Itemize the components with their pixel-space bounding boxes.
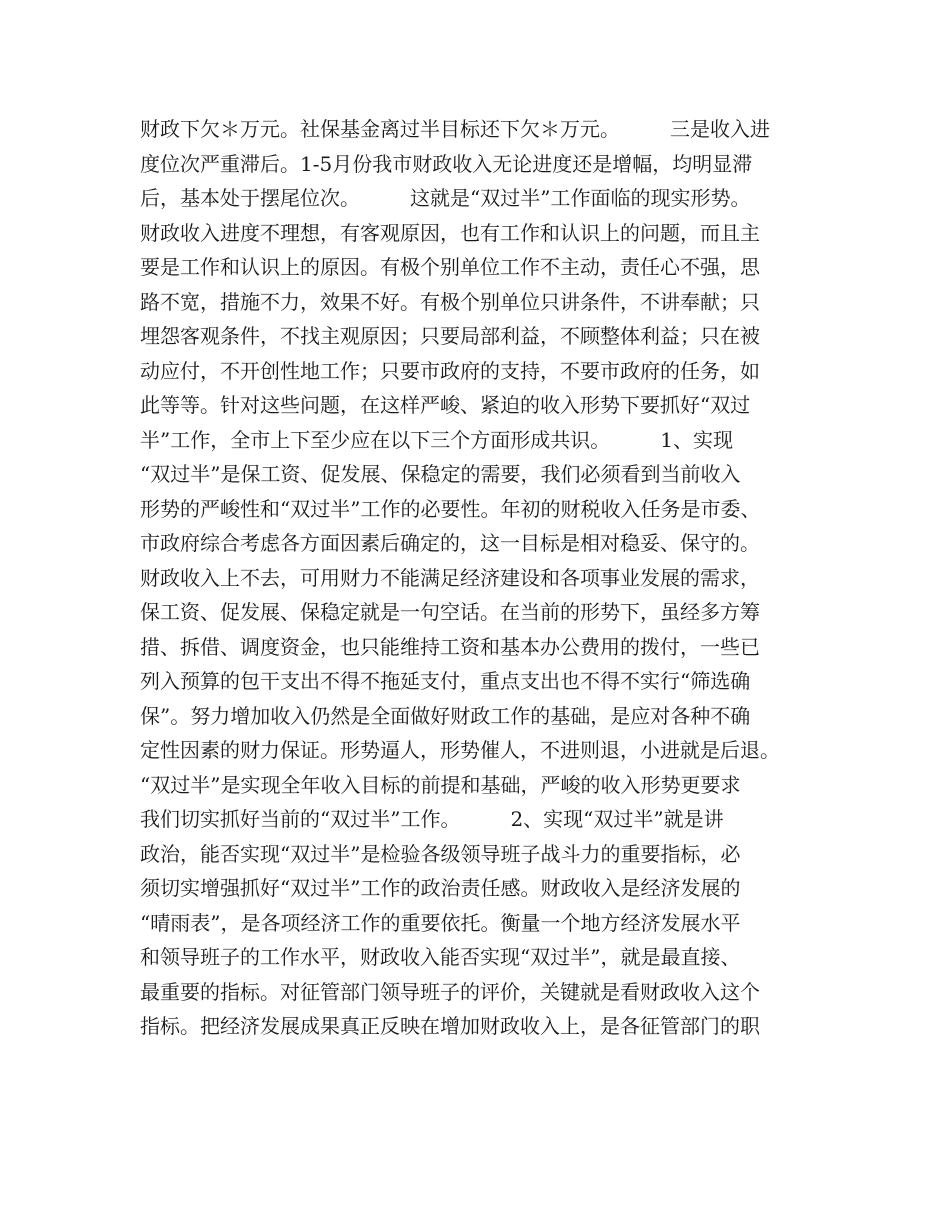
text-line: 保”。努力增加收入仍然是全面做好财政工作的基础，是应对各种不确 [140,703,751,728]
text-line: 半”工作，全市上下至少应在以下三个方面形成共识。 1、实现 [140,427,733,452]
text-line: “晴雨表”，是各项经济工作的重要依托。衡量一个地方经济发展水平 [140,910,741,935]
text-line: 财政下欠＊万元。社保基金离过半目标还下欠＊万元。 三是收入进 [140,117,770,141]
text-line: 动应付，不开创性地工作；只要市政府的支持，不要市政府的任务，如 [140,358,760,383]
text-line: “双过半”是保工资、促发展、保稳定的需要，我们必须看到当前收入 [140,462,741,486]
text-line: 须切实增强抓好“双过半”工作的政治责任感。财政收入是经济发展的 [140,876,741,900]
text-line: 形势的严峻性和“双过半”工作的必要性。年初的财税收入任务是市委、 [140,496,761,521]
text-line: 此等等。针对这些问题，在这样严峻、紧迫的收入形势下要抓好“双过 [140,393,751,417]
text-line: 和领导班子的工作水平，财政收入能否实现“双过半”，就是最直接、 [140,945,741,969]
text-line: 财政收入上不去，可用财力不能满足经济建设和各项事业发展的需求， [140,565,760,590]
text-line: 市政府综合考虑各方面因素后确定的，这一目标是相对稳妥、保守的。 [140,531,760,555]
text-line: 度位次严重滞后。1-5月份我市财政收入无论进度还是增幅，均明显滞 [140,151,753,176]
text-line: 埋怨客观条件，不找主观原因；只要局部利益，不顾整体利益；只在被 [140,324,760,348]
text-line: 措、拆借、调度资金，也只能维持工资和基本办公费用的拨付，一些已 [140,634,760,659]
text-line: 列入预算的包干支出不得不拖延支付，重点支出也不得不实行“筛选确 [140,669,751,693]
text-line: 我们切实抓好当前的“双过半”工作。 2、实现“双过半”就是讲 [140,807,724,831]
text-line: 后，基本处于摆尾位次。 这就是“双过半”工作面临的现实形势。 [140,186,751,210]
text-line: 政治，能否实现“双过半”是检验各级领导班子战斗力的重要指标，必 [140,841,741,866]
body-text [140,112,840,1044]
text-line: 定性因素的财力保证。形势逼人，形势催人，不进则退，小进就是后退。 [140,738,780,762]
text-line: “双过半”是实现全年收入目标的前提和基础，严峻的收入形势更要求 [140,772,741,797]
text-line: 最重要的指标。对征管部门领导班子的评价，关键就是看财政收入这个 [140,979,760,1004]
text-line: 指标。把经济发展成果真正反映在增加财政收入上，是各征管部门的职 [140,1014,760,1038]
text-line: 保工资、促发展、保稳定就是一句空话。在当前的形势下，虽经多方筹 [140,600,760,624]
text-line: 要是工作和认识上的原因。有极个别单位工作不主动，责任心不强，思 [140,255,760,279]
text-line: 路不宽，措施不力，效果不好。有极个别单位只讲条件，不讲奉献；只 [140,289,760,314]
text-line: 财政收入进度不理想，有客观原因，也有工作和认识上的问题，而且主 [140,220,760,245]
